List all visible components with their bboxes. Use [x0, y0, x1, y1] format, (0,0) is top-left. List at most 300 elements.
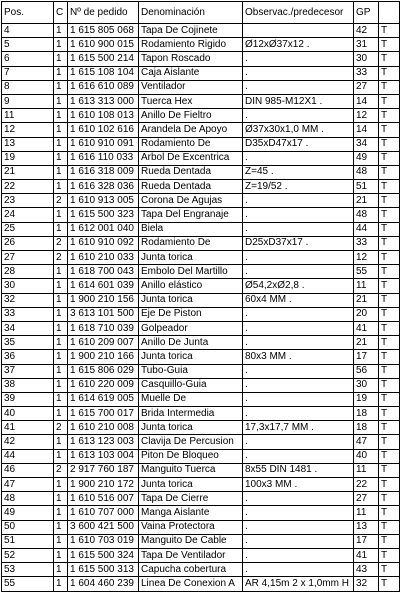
cell-pos: 26 [2, 236, 54, 250]
cell-gp: 14 [354, 123, 379, 137]
cell-t: T [379, 180, 400, 194]
cell-denomination: Junta torica [139, 478, 243, 492]
cell-order-number: 1 616 318 009 [68, 165, 139, 179]
cell-pos: 11 [2, 109, 54, 123]
cell-c: 1 [54, 577, 68, 591]
cell-order-number: 1 610 703 019 [68, 534, 139, 548]
cell-pos: 51 [2, 534, 54, 548]
cell-denomination: Ventilador [139, 80, 243, 94]
cell-gp: 20 [354, 307, 379, 321]
col-header-observ: Observac./predecesor [243, 2, 354, 24]
cell-t: T [379, 336, 400, 350]
cell-gp: 44 [354, 222, 379, 236]
table-row [2, 165, 400, 179]
cell-c: 1 [54, 208, 68, 222]
cell-order-number: 1 615 500 214 [68, 52, 139, 66]
cell-observation: . [243, 208, 354, 222]
cell-order-number: 1 615 500 324 [68, 548, 139, 562]
cell-c: 2 [54, 236, 68, 250]
cell-denomination: Tapa Del Engranaje [139, 208, 243, 222]
table-row [2, 478, 400, 492]
cell-t: T [379, 94, 400, 108]
cell-order-number: 1 610 210 008 [68, 421, 139, 435]
cell-order-number: 1 613 313 000 [68, 94, 139, 108]
header-row [2, 2, 400, 24]
cell-pos: 6 [2, 52, 54, 66]
cell-c: 1 [54, 392, 68, 406]
cell-order-number: 1 613 103 004 [68, 449, 139, 463]
cell-c: 1 [54, 24, 68, 38]
table-row [2, 563, 400, 577]
cell-t: T [379, 563, 400, 577]
cell-t: T [379, 364, 400, 378]
cell-t: T [379, 38, 400, 52]
cell-t: T [379, 378, 400, 392]
cell-t: T [379, 279, 400, 293]
cell-t: T [379, 307, 400, 321]
cell-c: 1 [54, 350, 68, 364]
col-header-pos: Pos. [2, 2, 54, 24]
cell-gp: 42 [354, 24, 379, 38]
cell-c: 2 [54, 421, 68, 435]
col-header-t [379, 2, 400, 24]
cell-pos: 53 [2, 563, 54, 577]
table-row [2, 222, 400, 236]
table-row [2, 52, 400, 66]
cell-gp: 33 [354, 236, 379, 250]
cell-order-number: 1 616 610 089 [68, 80, 139, 94]
cell-c: 1 [54, 137, 68, 151]
cell-observation: Ø54,2xØ2,8 . [243, 279, 354, 293]
cell-order-number: 3 600 421 500 [68, 520, 139, 534]
cell-gp: 43 [354, 563, 379, 577]
cell-gp: 18 [354, 407, 379, 421]
cell-t: T [379, 80, 400, 94]
cell-c: 1 [54, 307, 68, 321]
cell-observation: . [243, 251, 354, 265]
cell-c: 1 [54, 123, 68, 137]
cell-denomination: Junta torica [139, 421, 243, 435]
cell-observation: Z=19/52 . [243, 180, 354, 194]
cell-order-number: 1 612 001 040 [68, 222, 139, 236]
cell-gp: 17 [354, 534, 379, 548]
cell-observation: . [243, 520, 354, 534]
table-row [2, 109, 400, 123]
cell-order-number: 1 615 500 313 [68, 563, 139, 577]
cell-denomination: Piton De Bloqueo [139, 449, 243, 463]
cell-denomination: Junta torica [139, 350, 243, 364]
cell-denomination: Junta torica [139, 251, 243, 265]
cell-gp: 31 [354, 38, 379, 52]
cell-c: 1 [54, 66, 68, 80]
cell-c: 1 [54, 492, 68, 506]
cell-c: 1 [54, 151, 68, 165]
col-header-pedido: Nº de pedido [68, 2, 139, 24]
parts-table [1, 1, 400, 592]
cell-c: 1 [54, 109, 68, 123]
cell-observation: . [243, 449, 354, 463]
cell-observation: 8x55 DIN 1481 . [243, 463, 354, 477]
cell-pos: 30 [2, 279, 54, 293]
cell-order-number: 1 615 806 029 [68, 364, 139, 378]
table-row [2, 38, 400, 52]
cell-observation: . [243, 563, 354, 577]
cell-denomination: Brida Intermedia [139, 407, 243, 421]
cell-order-number: 1 604 460 239 [68, 577, 139, 591]
cell-pos: 35 [2, 336, 54, 350]
cell-gp: 11 [354, 506, 379, 520]
cell-pos: 7 [2, 66, 54, 80]
cell-c: 1 [54, 336, 68, 350]
cell-observation: . [243, 265, 354, 279]
cell-gp: 48 [354, 165, 379, 179]
cell-denomination: Rueda Dentada [139, 180, 243, 194]
cell-denomination: Vaina Protectora [139, 520, 243, 534]
cell-denomination: Junta torica [139, 293, 243, 307]
cell-denomination: Manguito Tuerca [139, 463, 243, 477]
cell-order-number: 1 616 328 036 [68, 180, 139, 194]
cell-gp: 27 [354, 492, 379, 506]
cell-order-number: 1 618 710 039 [68, 321, 139, 335]
table-row [2, 321, 400, 335]
cell-order-number: 1 610 210 033 [68, 251, 139, 265]
cell-order-number: 3 613 101 500 [68, 307, 139, 321]
cell-c: 1 [54, 506, 68, 520]
cell-pos: 50 [2, 520, 54, 534]
cell-order-number: 1 900 210 156 [68, 293, 139, 307]
table-row [2, 307, 400, 321]
cell-observation: 17,3x17,7 MM . [243, 421, 354, 435]
col-header-c: C [54, 2, 68, 24]
cell-observation: . [243, 534, 354, 548]
table-row [2, 506, 400, 520]
parts-table-body [2, 24, 400, 592]
table-row [2, 435, 400, 449]
cell-order-number: 2 917 760 187 [68, 463, 139, 477]
cell-pos: 4 [2, 24, 54, 38]
cell-c: 1 [54, 563, 68, 577]
table-row [2, 577, 400, 591]
cell-t: T [379, 321, 400, 335]
cell-c: 1 [54, 38, 68, 52]
cell-pos: 9 [2, 94, 54, 108]
cell-c: 1 [54, 449, 68, 463]
cell-order-number: 1 610 108 013 [68, 109, 139, 123]
cell-gp: 13 [354, 520, 379, 534]
cell-observation [243, 24, 354, 38]
cell-gp: 32 [354, 577, 379, 591]
cell-t: T [379, 123, 400, 137]
cell-t: T [379, 478, 400, 492]
cell-denomination: Rodamiento De [139, 236, 243, 250]
cell-pos: 12 [2, 123, 54, 137]
cell-order-number: 1 618 700 043 [68, 265, 139, 279]
cell-pos: 5 [2, 38, 54, 52]
table-row [2, 94, 400, 108]
cell-c: 1 [54, 52, 68, 66]
cell-order-number: 1 610 707 000 [68, 506, 139, 520]
cell-t: T [379, 548, 400, 562]
cell-gp: 55 [354, 265, 379, 279]
cell-t: T [379, 407, 400, 421]
cell-pos: 34 [2, 321, 54, 335]
cell-pos: 37 [2, 364, 54, 378]
cell-pos: 27 [2, 251, 54, 265]
cell-order-number: 1 610 910 091 [68, 137, 139, 151]
cell-denomination: Manga Aislante [139, 506, 243, 520]
cell-gp: 47 [354, 435, 379, 449]
cell-pos: 33 [2, 307, 54, 321]
cell-denomination: Tapa De Cojinete [139, 24, 243, 38]
cell-c: 1 [54, 94, 68, 108]
cell-observation: . [243, 66, 354, 80]
cell-denomination: Caja Aislante [139, 66, 243, 80]
cell-denomination: Rueda Dentada [139, 165, 243, 179]
cell-t: T [379, 492, 400, 506]
cell-observation: . [243, 336, 354, 350]
cell-denomination: Eje De Piston [139, 307, 243, 321]
cell-c: 1 [54, 265, 68, 279]
cell-denomination: Tapa De Ventilador [139, 548, 243, 562]
cell-t: T [379, 151, 400, 165]
cell-order-number: 1 610 102 616 [68, 123, 139, 137]
cell-observation: . [243, 151, 354, 165]
cell-gp: 33 [354, 66, 379, 80]
table-row [2, 194, 400, 208]
cell-t: T [379, 392, 400, 406]
cell-observation: DIN 985-M12X1 . [243, 94, 354, 108]
cell-t: T [379, 534, 400, 548]
cell-observation: . [243, 307, 354, 321]
table-row [2, 449, 400, 463]
cell-gp: 51 [354, 180, 379, 194]
cell-t: T [379, 463, 400, 477]
cell-denomination: Embolo Del Martillo [139, 265, 243, 279]
cell-pos: 47 [2, 478, 54, 492]
cell-c: 1 [54, 478, 68, 492]
cell-observation: . [243, 548, 354, 562]
table-row [2, 80, 400, 94]
cell-order-number: 1 615 700 017 [68, 407, 139, 421]
cell-gp: 22 [354, 478, 379, 492]
cell-observation: . [243, 52, 354, 66]
col-header-denominacion: Denominación [139, 2, 243, 24]
cell-observation: AR 4,15m 2 x 1,0mm H [243, 577, 354, 591]
cell-gp: 18 [354, 421, 379, 435]
cell-t: T [379, 350, 400, 364]
cell-pos: 28 [2, 265, 54, 279]
cell-c: 1 [54, 407, 68, 421]
cell-observation: . [243, 378, 354, 392]
cell-c: 1 [54, 222, 68, 236]
cell-denomination: Tapon Roscado [139, 52, 243, 66]
cell-c: 2 [54, 463, 68, 477]
cell-pos: 38 [2, 378, 54, 392]
cell-denomination: Corona De Agujas [139, 194, 243, 208]
cell-order-number: 1 610 220 009 [68, 378, 139, 392]
cell-order-number: 1 610 516 007 [68, 492, 139, 506]
cell-gp: 41 [354, 321, 379, 335]
table-row [2, 463, 400, 477]
cell-pos: 52 [2, 548, 54, 562]
table-row [2, 123, 400, 137]
cell-t: T [379, 421, 400, 435]
cell-observation: . [243, 194, 354, 208]
cell-t: T [379, 137, 400, 151]
cell-t: T [379, 66, 400, 80]
cell-pos: 25 [2, 222, 54, 236]
table-row [2, 407, 400, 421]
cell-gp: 30 [354, 52, 379, 66]
cell-t: T [379, 251, 400, 265]
table-row [2, 180, 400, 194]
cell-order-number: 1 615 805 068 [68, 24, 139, 38]
table-row [2, 66, 400, 80]
cell-t: T [379, 236, 400, 250]
cell-pos: 21 [2, 165, 54, 179]
cell-observation: . [243, 222, 354, 236]
cell-pos: 48 [2, 492, 54, 506]
table-row [2, 137, 400, 151]
cell-observation: D25xD37x17 . [243, 236, 354, 250]
cell-denomination: Biela [139, 222, 243, 236]
cell-denomination: Rodamiento De [139, 137, 243, 151]
cell-denomination: Capucha cobertura [139, 563, 243, 577]
cell-gp: 21 [354, 194, 379, 208]
cell-observation: . [243, 321, 354, 335]
table-row [2, 378, 400, 392]
cell-gp: 49 [354, 151, 379, 165]
cell-t: T [379, 506, 400, 520]
cell-pos: 55 [2, 577, 54, 591]
cell-observation: Ø37x30x1,0 MM . [243, 123, 354, 137]
cell-pos: 46 [2, 463, 54, 477]
cell-observation: 80x3 MM . [243, 350, 354, 364]
cell-c: 1 [54, 548, 68, 562]
table-row [2, 236, 400, 250]
cell-pos: 40 [2, 407, 54, 421]
cell-denomination: Tuerca Hex [139, 94, 243, 108]
cell-pos: 13 [2, 137, 54, 151]
cell-t: T [379, 208, 400, 222]
cell-gp: 19 [354, 392, 379, 406]
cell-order-number: 1 610 913 005 [68, 194, 139, 208]
table-row [2, 265, 400, 279]
table-row [2, 548, 400, 562]
cell-order-number: 1 610 910 092 [68, 236, 139, 250]
cell-t: T [379, 165, 400, 179]
cell-gp: 11 [354, 463, 379, 477]
cell-c: 1 [54, 293, 68, 307]
cell-c: 1 [54, 165, 68, 179]
cell-gp: 11 [354, 279, 379, 293]
cell-observation: . [243, 407, 354, 421]
cell-pos: 42 [2, 435, 54, 449]
cell-t: T [379, 194, 400, 208]
cell-order-number: 1 615 108 104 [68, 66, 139, 80]
cell-denomination: Clavija De Percusion [139, 435, 243, 449]
cell-observation: 100x3 MM . [243, 478, 354, 492]
table-row [2, 336, 400, 350]
cell-gp: 56 [354, 364, 379, 378]
cell-c: 1 [54, 279, 68, 293]
cell-observation: Z=45 . [243, 165, 354, 179]
cell-order-number: 1 900 210 172 [68, 478, 139, 492]
cell-t: T [379, 435, 400, 449]
cell-gp: 21 [354, 293, 379, 307]
cell-gp: 30 [354, 378, 379, 392]
cell-pos: 36 [2, 350, 54, 364]
cell-denomination: Golpeador [139, 321, 243, 335]
cell-order-number: 1 900 210 166 [68, 350, 139, 364]
cell-c: 1 [54, 321, 68, 335]
cell-pos: 41 [2, 421, 54, 435]
cell-observation: . [243, 392, 354, 406]
cell-gp: 34 [354, 137, 379, 151]
cell-pos: 39 [2, 392, 54, 406]
cell-gp: 21 [354, 336, 379, 350]
cell-order-number: 1 616 110 033 [68, 151, 139, 165]
cell-gp: 27 [354, 80, 379, 94]
table-row [2, 350, 400, 364]
table-row [2, 364, 400, 378]
table-row [2, 392, 400, 406]
cell-observation: 60x4 MM . [243, 293, 354, 307]
cell-pos: 19 [2, 151, 54, 165]
cell-denomination: Anillo De Fieltro [139, 109, 243, 123]
cell-pos: 22 [2, 180, 54, 194]
cell-c: 1 [54, 364, 68, 378]
cell-denomination: Linea De Conexion A [139, 577, 243, 591]
cell-t: T [379, 520, 400, 534]
cell-t: T [379, 52, 400, 66]
cell-observation: . [243, 435, 354, 449]
cell-gp: 17 [354, 350, 379, 364]
cell-denomination: Muelle De [139, 392, 243, 406]
cell-gp: 40 [354, 449, 379, 463]
table-row [2, 279, 400, 293]
table-row [2, 421, 400, 435]
cell-c: 1 [54, 520, 68, 534]
cell-t: T [379, 222, 400, 236]
col-header-gp: GP [354, 2, 379, 24]
cell-observation: . [243, 109, 354, 123]
cell-denomination: Anillo De Junta [139, 336, 243, 350]
cell-gp: 48 [354, 208, 379, 222]
cell-pos: 23 [2, 194, 54, 208]
cell-t: T [379, 449, 400, 463]
cell-order-number: 1 614 619 005 [68, 392, 139, 406]
cell-order-number: 1 610 209 007 [68, 336, 139, 350]
cell-gp: 12 [354, 251, 379, 265]
cell-gp: 12 [354, 109, 379, 123]
cell-observation: D35xD47x17 . [243, 137, 354, 151]
cell-t: T [379, 24, 400, 38]
cell-order-number: 1 614 601 039 [68, 279, 139, 293]
cell-c: 2 [54, 251, 68, 265]
cell-order-number: 1 613 123 003 [68, 435, 139, 449]
cell-c: 2 [54, 194, 68, 208]
cell-pos: 8 [2, 80, 54, 94]
cell-gp: 41 [354, 548, 379, 562]
table-row [2, 534, 400, 548]
table-row [2, 151, 400, 165]
cell-denomination: Arandela De Apoyo [139, 123, 243, 137]
cell-pos: 44 [2, 449, 54, 463]
table-row [2, 293, 400, 307]
cell-observation: . [243, 364, 354, 378]
cell-denomination: Casquillo-Guia [139, 378, 243, 392]
